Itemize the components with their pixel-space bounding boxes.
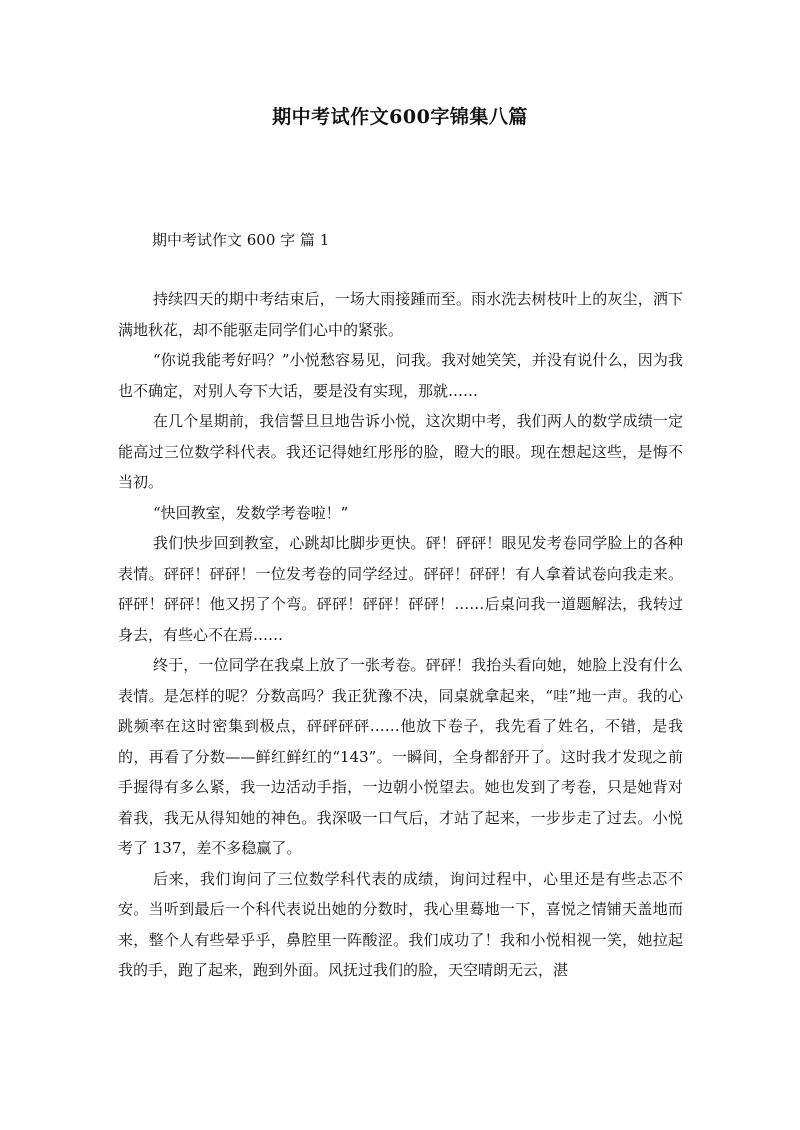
paragraph: 终于，一位同学在我桌上放了一张考卷。砰砰！我抬头看向她，她脸上没有什么表情。是怎样的呢？分数高吗？我正犹豫不决，同桌就拿起来，“哇”地一声。我的心跳频率在这时密集到极点，砰砰砰砰……他放下卷子，我先看了姓名，不错，是我的，再看了分数——鲜红鲜红的“143”。一瞬间，全身都舒开了。这时我才发现之前手握得有多么紧，我一边活动手指，一边朝小悦望去。她也发到了考卷，只是她背对着我，我无从得知她的神色。我深吸一口气后，才站了起来，一步步走了过去。小悦考了 137，差不多稳赢了。: [118, 656, 683, 857]
section-heading: 期中考试作文 600 字 篇 1: [152, 231, 330, 249]
paragraph: 我们快步回到教室，心跳却比脚步更快。砰！砰砰！眼见发考卷同学脸上的各种表情。砰砰！砰砰！一位发考卷的同学经过。砰砰！砰砰！有人拿着试卷向我走来。砰砰！砰砰！他又拐了个弯。砰砰！砰砰！砰砰！……后桌问我一道题解法，我转过身去，有些心不在焉……: [118, 534, 683, 644]
paragraph: “快回教室，发数学考卷啦！”: [153, 503, 349, 522]
paragraph: 后来，我们询问了三位数学科代表的成绩，询问过程中，心里还是有些忐忑不安。当听到最后一个科代表说出她的分数时，我心里蓦地一下，喜悦之情铺天盖地而来，整个人有些晕乎乎，鼻腔里一阵酸涩。我们成功了！我和小悦相视一笑，她拉起我的手，跑了起来，跑到外面。风抚过我们的脸，天空晴朗无云，湛: [118, 869, 683, 979]
document-title: 期中考试作文600字锦集八篇: [272, 106, 528, 128]
paragraph: “你说我能考好吗？”小悦愁容易见，问我。我对她笑笑，并没有说什么，因为我也不确定，对别人夸下大话，要是没有实现，那就……: [118, 351, 683, 400]
paragraph: 持续四天的期中考结束后，一场大雨接踵而至。雨水洗去树枝叶上的灰尘，洒下满地秋花，却不能驱走同学们心中的紧张。: [118, 290, 683, 339]
article-body: [118, 284, 683, 986]
paragraph: 在几个星期前，我信誓旦旦地告诉小悦，这次期中考，我们两人的数学成绩一定能高过三位数学科代表。我还记得她红彤彤的脸，瞪大的眼。现在想起这些，是悔不当初。: [118, 412, 683, 491]
